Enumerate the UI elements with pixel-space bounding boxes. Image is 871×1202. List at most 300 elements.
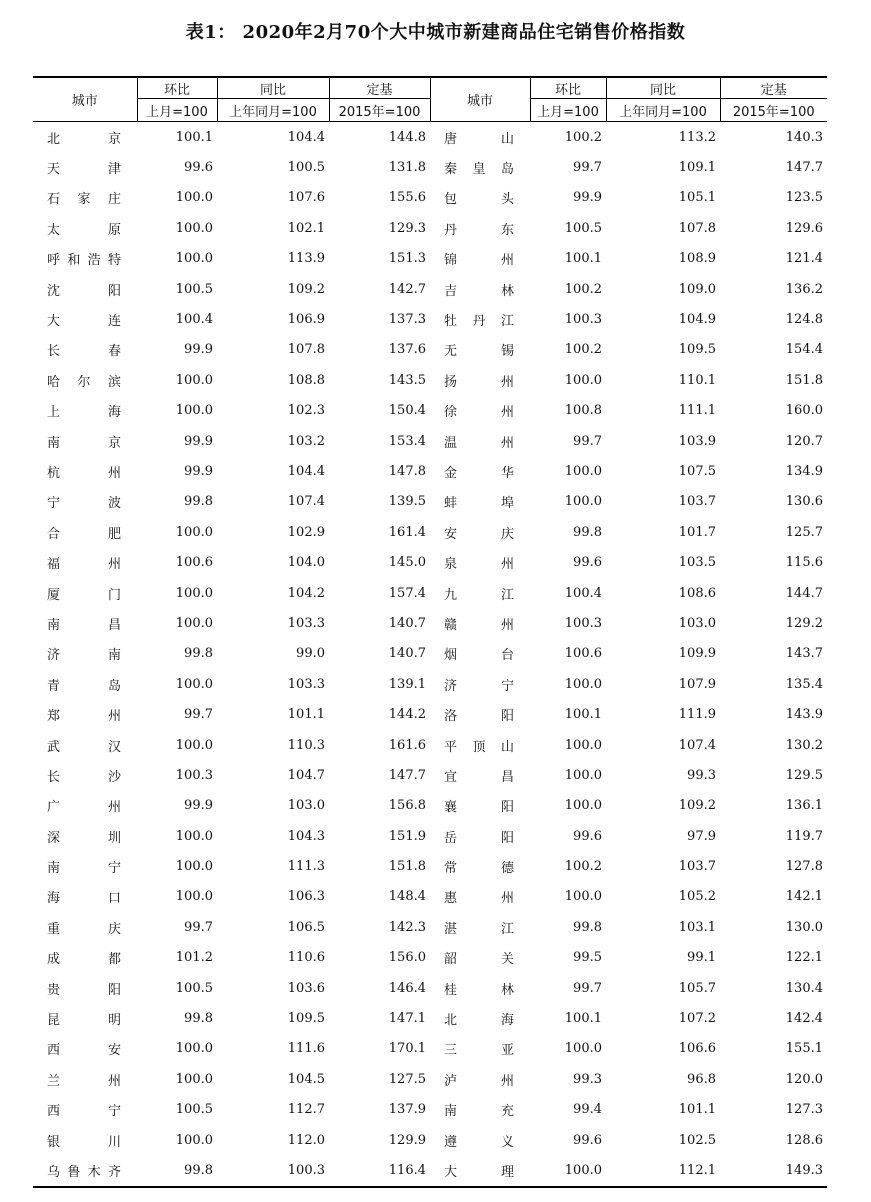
city-name-left: 济南 <box>47 648 121 664</box>
city-name-left: 石家庄 <box>47 192 121 208</box>
city-name-right: 赣州 <box>444 617 514 633</box>
table-row <box>33 882 827 912</box>
table-row <box>33 760 827 790</box>
fixed-value-left: 147.1 <box>388 1011 426 1027</box>
yoy-value-right: 113.2 <box>678 129 716 145</box>
fixed-value-right: 129.2 <box>785 615 823 631</box>
fixed-value-right: 134.9 <box>785 463 823 479</box>
mom-value-left: 100.5 <box>175 1102 213 1118</box>
yoy-value-right: 107.2 <box>678 1011 716 1027</box>
mom-value-right: 100.2 <box>564 129 602 145</box>
city-name-right: 秦皇岛 <box>444 162 514 178</box>
yoy-value-right: 109.9 <box>678 646 716 662</box>
yoy-value-right: 107.8 <box>678 220 716 236</box>
fixed-value-left: 151.3 <box>388 251 426 267</box>
fixed-value-right: 129.6 <box>785 220 823 236</box>
city-name-left: 银川 <box>47 1134 121 1150</box>
fixed-value-right: 136.1 <box>785 798 823 814</box>
city-name-left: 南昌 <box>47 617 121 633</box>
city-name-right: 牡丹江 <box>444 314 514 330</box>
yoy-value-left: 100.3 <box>217 1155 329 1186</box>
table-row <box>33 791 827 821</box>
fixed-value-left: 150.4 <box>388 403 426 419</box>
yoy-value-right: 104.9 <box>678 312 716 328</box>
mom-value-left: 99.6 <box>184 160 213 176</box>
mom-value-right: 100.0 <box>564 676 602 692</box>
city-name-right: 平顶山 <box>444 739 514 755</box>
yoy-value-right: 105.1 <box>678 190 716 206</box>
yoy-value-left: 102.3 <box>287 403 325 419</box>
city-name-right: 三亚 <box>444 1043 514 1059</box>
fixed-value-left: 148.4 <box>388 889 426 905</box>
city-name-right: 蚌埠 <box>444 496 514 512</box>
mom-value-right: 100.1 <box>564 251 602 267</box>
mom-value-right: 99.7 <box>573 980 602 996</box>
table-row <box>33 365 827 395</box>
city-name-left: 兰州 <box>47 1073 121 1089</box>
fixed-value-right: 149.3 <box>720 1155 827 1186</box>
mom-value-left: 101.2 <box>175 950 213 966</box>
table-row <box>33 821 827 851</box>
city-name-left: 南宁 <box>47 861 121 877</box>
yoy-value-left: 102.9 <box>287 524 325 540</box>
fixed-value-right: 125.7 <box>785 524 823 540</box>
fixed-value-left: 161.6 <box>388 737 426 753</box>
table-row <box>33 274 827 304</box>
mom-value-right: 99.6 <box>573 1132 602 1148</box>
mom-value-right: 100.1 <box>564 707 602 723</box>
yoy-value-right: 99.1 <box>687 950 716 966</box>
city-name-right: 金华 <box>444 465 514 481</box>
fixed-value-right: 120.7 <box>785 433 823 449</box>
mom-value-right: 100.0 <box>564 1041 602 1057</box>
table-row <box>33 1125 827 1155</box>
fixed-value-left: 146.4 <box>388 980 426 996</box>
yoy-value-right: 109.5 <box>678 342 716 358</box>
city-name-right: 北海 <box>444 1013 514 1029</box>
yoy-value-right: 96.8 <box>687 1071 716 1087</box>
fixed-value-right: 121.4 <box>785 251 823 267</box>
yoy-value-left: 103.2 <box>287 433 325 449</box>
fixed-value-left: 155.6 <box>388 190 426 206</box>
fixed-value-left: 129.9 <box>388 1132 426 1148</box>
header-fixed-right: 定基 <box>720 77 827 99</box>
mom-value-right: 100.2 <box>564 859 602 875</box>
mom-value-right: 99.4 <box>573 1102 602 1118</box>
fixed-value-right: 142.1 <box>785 889 823 905</box>
city-name-right: 泸州 <box>444 1073 514 1089</box>
city-name-left: 宁波 <box>47 496 121 512</box>
mom-value-left: 100.0 <box>175 1132 213 1148</box>
yoy-value-right: 99.3 <box>687 767 716 783</box>
city-name-left: 上海 <box>47 405 121 421</box>
fixed-value-left: 116.4 <box>329 1155 430 1186</box>
yoy-value-left: 104.0 <box>287 555 325 571</box>
mom-value-right: 100.3 <box>564 312 602 328</box>
city-name-left: 太原 <box>47 222 121 238</box>
fixed-value-left: 129.3 <box>388 220 426 236</box>
city-name-left: 海口 <box>47 891 121 907</box>
mom-value-left: 99.9 <box>184 342 213 358</box>
mom-value-right: 99.8 <box>573 524 602 540</box>
mom-value-left: 99.8 <box>137 1155 217 1186</box>
table-row <box>33 973 827 1003</box>
fixed-value-left: 139.1 <box>388 676 426 692</box>
fixed-value-right: 140.3 <box>785 129 823 145</box>
header-row-top <box>33 77 827 99</box>
header-city-right: 城市 <box>430 77 530 122</box>
fixed-value-left: 137.3 <box>388 312 426 328</box>
table-row <box>33 730 827 760</box>
table-title: 表1： 2020年2月70个大中城市新建商品住宅销售价格指数 <box>185 22 686 43</box>
city-name-left: 西宁 <box>47 1104 121 1120</box>
table-row <box>33 639 827 669</box>
table-row <box>33 487 827 517</box>
city-name-right: 锦州 <box>444 253 514 269</box>
yoy-value-left: 104.3 <box>287 828 325 844</box>
header-mom-left: 环比 <box>137 77 217 99</box>
city-name-right: 济宁 <box>444 678 514 694</box>
mom-value-left: 99.7 <box>184 707 213 723</box>
mom-value-right: 100.0 <box>564 372 602 388</box>
table-row <box>33 426 827 456</box>
yoy-value-right: 101.7 <box>678 524 716 540</box>
table-row <box>33 608 827 638</box>
mom-value-right: 100.5 <box>564 220 602 236</box>
city-name-right: 泉州 <box>444 557 514 573</box>
fixed-value-right: 127.8 <box>785 859 823 875</box>
fixed-value-left: 156.8 <box>388 798 426 814</box>
yoy-value-right: 107.4 <box>678 737 716 753</box>
header-yoy-base-right: 上年同月=100 <box>606 99 720 122</box>
table-row <box>33 669 827 699</box>
mom-value-left: 100.0 <box>175 190 213 206</box>
city-name-left: 大连 <box>47 314 121 330</box>
yoy-value-left: 107.8 <box>287 342 325 358</box>
yoy-value-left: 107.4 <box>287 494 325 510</box>
yoy-value-left: 109.2 <box>287 281 325 297</box>
yoy-value-left: 104.5 <box>287 1071 325 1087</box>
fixed-value-left: 143.5 <box>388 372 426 388</box>
fixed-value-right: 130.6 <box>785 494 823 510</box>
city-name-left: 郑州 <box>47 709 121 725</box>
fixed-value-right: 122.1 <box>785 950 823 966</box>
city-name-right: 徐州 <box>444 405 514 421</box>
table-row <box>33 183 827 213</box>
table-row <box>33 1155 827 1186</box>
city-name-left: 哈尔滨 <box>47 374 121 390</box>
fixed-value-left: 147.7 <box>388 767 426 783</box>
fixed-value-right: 154.4 <box>785 342 823 358</box>
mom-value-left: 100.0 <box>175 251 213 267</box>
city-name-right: 九江 <box>444 587 514 603</box>
table-row <box>33 517 827 547</box>
table-row <box>33 912 827 942</box>
table-row <box>33 122 827 153</box>
mom-value-left: 100.3 <box>175 767 213 783</box>
yoy-value-left: 110.3 <box>287 737 325 753</box>
yoy-value-right: 103.7 <box>678 494 716 510</box>
table-row <box>33 1064 827 1094</box>
header-fixed-base-left: 2015年=100 <box>329 99 430 122</box>
mom-value-left: 100.0 <box>175 403 213 419</box>
yoy-value-left: 108.8 <box>287 372 325 388</box>
mom-value-right: 100.0 <box>564 737 602 753</box>
mom-value-left: 99.8 <box>184 1011 213 1027</box>
yoy-value-right: 109.1 <box>678 160 716 176</box>
fixed-value-right: 130.0 <box>785 919 823 935</box>
fixed-value-left: 137.9 <box>388 1102 426 1118</box>
city-name-right: 湛江 <box>444 921 514 937</box>
yoy-value-right: 110.1 <box>678 372 716 388</box>
fixed-value-left: 157.4 <box>388 585 426 601</box>
mom-value-left: 100.5 <box>175 281 213 297</box>
city-name-right: 大理 <box>430 1155 530 1186</box>
city-name-left: 武汉 <box>47 739 121 755</box>
yoy-value-right: 109.2 <box>678 798 716 814</box>
yoy-value-left: 111.6 <box>287 1041 325 1057</box>
header-mom-base-right: 上月=100 <box>530 99 606 122</box>
fixed-value-left: 127.5 <box>388 1071 426 1087</box>
yoy-value-right: 106.6 <box>678 1041 716 1057</box>
city-name-right: 韶关 <box>444 952 514 968</box>
mom-value-right: 99.5 <box>573 950 602 966</box>
city-name-right: 遵义 <box>444 1134 514 1150</box>
yoy-value-left: 103.3 <box>287 676 325 692</box>
city-name-left: 深圳 <box>47 830 121 846</box>
city-name-left: 合肥 <box>47 526 121 542</box>
city-name-left: 长春 <box>47 344 121 360</box>
fixed-value-left: 144.8 <box>388 129 426 145</box>
yoy-value-right: 109.0 <box>678 281 716 297</box>
city-name-right: 南充 <box>444 1104 514 1120</box>
mom-value-left: 100.0 <box>175 737 213 753</box>
table-row <box>33 1095 827 1125</box>
yoy-value-left: 104.7 <box>287 767 325 783</box>
fixed-value-right: 115.6 <box>785 555 823 571</box>
table-row <box>33 456 827 486</box>
mom-value-left: 100.0 <box>175 220 213 236</box>
price-index-table <box>33 76 827 1188</box>
yoy-value-left: 103.3 <box>287 615 325 631</box>
table-row <box>33 335 827 365</box>
yoy-value-left: 106.3 <box>287 889 325 905</box>
city-name-right: 洛阳 <box>444 709 514 725</box>
yoy-value-left: 103.0 <box>287 798 325 814</box>
city-name-left: 杭州 <box>47 465 121 481</box>
mom-value-left: 100.0 <box>175 615 213 631</box>
yoy-value-left: 99.0 <box>296 646 325 662</box>
fixed-value-right: 155.1 <box>785 1041 823 1057</box>
fixed-value-left: 151.9 <box>388 828 426 844</box>
fixed-value-left: 139.5 <box>388 494 426 510</box>
fixed-value-left: 140.7 <box>388 646 426 662</box>
mom-value-right: 99.8 <box>573 919 602 935</box>
mom-value-right: 100.0 <box>564 767 602 783</box>
mom-value-left: 99.9 <box>184 798 213 814</box>
mom-value-left: 100.4 <box>175 312 213 328</box>
table-row <box>33 304 827 334</box>
city-name-right: 宜昌 <box>444 769 514 785</box>
mom-value-left: 99.9 <box>184 463 213 479</box>
mom-value-right: 100.0 <box>564 798 602 814</box>
fixed-value-right: 130.4 <box>785 980 823 996</box>
table-row <box>33 152 827 182</box>
city-name-right: 桂林 <box>444 982 514 998</box>
header-yoy-right: 同比 <box>606 77 720 99</box>
mom-value-right: 99.6 <box>573 828 602 844</box>
yoy-value-right: 103.5 <box>678 555 716 571</box>
table-row <box>33 396 827 426</box>
header-yoy-base-left: 上年同月=100 <box>217 99 329 122</box>
yoy-value-left: 112.7 <box>287 1102 325 1118</box>
fixed-value-right: 123.5 <box>785 190 823 206</box>
table-row <box>33 213 827 243</box>
yoy-value-left: 112.0 <box>287 1132 325 1148</box>
city-name-left: 广州 <box>47 800 121 816</box>
yoy-value-right: 111.9 <box>678 707 716 723</box>
mom-value-right: 100.8 <box>564 403 602 419</box>
mom-value-left: 99.8 <box>184 494 213 510</box>
yoy-value-left: 107.6 <box>287 190 325 206</box>
city-name-left: 贵阳 <box>47 982 121 998</box>
city-name-left: 南京 <box>47 435 121 451</box>
mom-value-right: 100.2 <box>564 281 602 297</box>
fixed-value-right: 127.3 <box>785 1102 823 1118</box>
city-name-right: 惠州 <box>444 891 514 907</box>
city-name-right: 吉林 <box>444 283 514 299</box>
city-name-right: 烟台 <box>444 648 514 664</box>
yoy-value-right: 105.7 <box>678 980 716 996</box>
fixed-value-right: 130.2 <box>785 737 823 753</box>
fixed-value-right: 142.4 <box>785 1011 823 1027</box>
mom-value-right: 99.6 <box>573 555 602 571</box>
fixed-value-left: 144.2 <box>388 707 426 723</box>
city-name-right: 丹东 <box>444 222 514 238</box>
mom-value-left: 100.6 <box>175 555 213 571</box>
mom-value-right: 100.0 <box>564 889 602 905</box>
fixed-value-left: 161.4 <box>388 524 426 540</box>
mom-value-left: 100.0 <box>175 676 213 692</box>
yoy-value-right: 108.9 <box>678 251 716 267</box>
mom-value-right: 99.9 <box>573 190 602 206</box>
city-name-left: 成都 <box>47 952 121 968</box>
table-row <box>33 547 827 577</box>
mom-value-right: 100.4 <box>564 585 602 601</box>
yoy-value-right: 103.0 <box>678 615 716 631</box>
table-row <box>33 1034 827 1064</box>
city-name-left: 天津 <box>47 162 121 178</box>
table-body <box>33 122 827 1187</box>
mom-value-left: 100.0 <box>175 372 213 388</box>
table-row <box>33 1003 827 1033</box>
yoy-value-right: 111.1 <box>678 403 716 419</box>
fixed-value-left: 145.0 <box>388 555 426 571</box>
table-row <box>33 578 827 608</box>
city-name-left: 呼和浩特 <box>47 253 121 269</box>
mom-value-right: 100.6 <box>564 646 602 662</box>
table-row <box>33 699 827 729</box>
mom-value-left: 100.0 <box>175 889 213 905</box>
yoy-value-right: 102.5 <box>678 1132 716 1148</box>
mom-value-left: 100.0 <box>175 524 213 540</box>
mom-value-left: 100.0 <box>175 1041 213 1057</box>
fixed-value-right: 136.2 <box>785 281 823 297</box>
fixed-value-right: 151.8 <box>785 372 823 388</box>
city-name-left: 青岛 <box>47 678 121 694</box>
fixed-value-right: 120.0 <box>785 1071 823 1087</box>
fixed-value-left: 137.6 <box>388 342 426 358</box>
yoy-value-right: 112.1 <box>606 1155 720 1186</box>
yoy-value-right: 101.1 <box>678 1102 716 1118</box>
mom-value-right: 100.3 <box>564 615 602 631</box>
mom-value-left: 99.9 <box>184 433 213 449</box>
header-mom-base-left: 上月=100 <box>137 99 217 122</box>
fixed-value-left: 142.3 <box>388 919 426 935</box>
header-fixed-left: 定基 <box>329 77 430 99</box>
yoy-value-left: 106.9 <box>287 312 325 328</box>
header-mom-right: 环比 <box>530 77 606 99</box>
yoy-value-left: 113.9 <box>287 251 325 267</box>
city-name-left: 重庆 <box>47 921 121 937</box>
city-name-left: 昆明 <box>47 1013 121 1029</box>
table-row <box>33 244 827 274</box>
yoy-value-left: 102.1 <box>287 220 325 236</box>
fixed-value-left: 140.7 <box>388 615 426 631</box>
yoy-value-left: 111.3 <box>287 859 325 875</box>
city-name-right: 常德 <box>444 861 514 877</box>
fixed-value-right: 160.0 <box>785 403 823 419</box>
fixed-value-right: 124.8 <box>785 312 823 328</box>
mom-value-left: 100.5 <box>175 980 213 996</box>
city-name-right: 扬州 <box>444 374 514 390</box>
fixed-value-right: 143.7 <box>785 646 823 662</box>
mom-value-right: 99.7 <box>573 160 602 176</box>
city-name-right: 安庆 <box>444 526 514 542</box>
yoy-value-right: 97.9 <box>687 828 716 844</box>
mom-value-left: 99.8 <box>184 646 213 662</box>
yoy-value-left: 104.2 <box>287 585 325 601</box>
city-name-left: 乌鲁木齐 <box>33 1155 137 1186</box>
city-name-right: 岳阳 <box>444 830 514 846</box>
fixed-value-right: 147.7 <box>785 160 823 176</box>
city-name-left: 西安 <box>47 1043 121 1059</box>
yoy-value-right: 103.9 <box>678 433 716 449</box>
city-name-left: 沈阳 <box>47 283 121 299</box>
header-yoy-left: 同比 <box>217 77 329 99</box>
yoy-value-right: 107.5 <box>678 463 716 479</box>
fixed-value-right: 119.7 <box>785 828 823 844</box>
yoy-value-left: 100.5 <box>287 160 325 176</box>
fixed-value-left: 147.8 <box>388 463 426 479</box>
fixed-value-right: 144.7 <box>785 585 823 601</box>
table-row <box>33 943 827 973</box>
yoy-value-right: 105.2 <box>678 889 716 905</box>
fixed-value-right: 143.9 <box>785 707 823 723</box>
city-name-left: 北京 <box>47 131 121 147</box>
mom-value-right: 100.0 <box>530 1155 606 1186</box>
mom-value-right: 99.7 <box>573 433 602 449</box>
yoy-value-right: 107.9 <box>678 676 716 692</box>
fixed-value-left: 156.0 <box>388 950 426 966</box>
mom-value-left: 100.0 <box>175 828 213 844</box>
yoy-value-left: 106.5 <box>287 919 325 935</box>
yoy-value-right: 103.1 <box>678 919 716 935</box>
yoy-value-left: 103.6 <box>287 980 325 996</box>
mom-value-left: 100.0 <box>175 1071 213 1087</box>
yoy-value-left: 104.4 <box>287 463 325 479</box>
city-name-right: 唐山 <box>444 131 514 147</box>
